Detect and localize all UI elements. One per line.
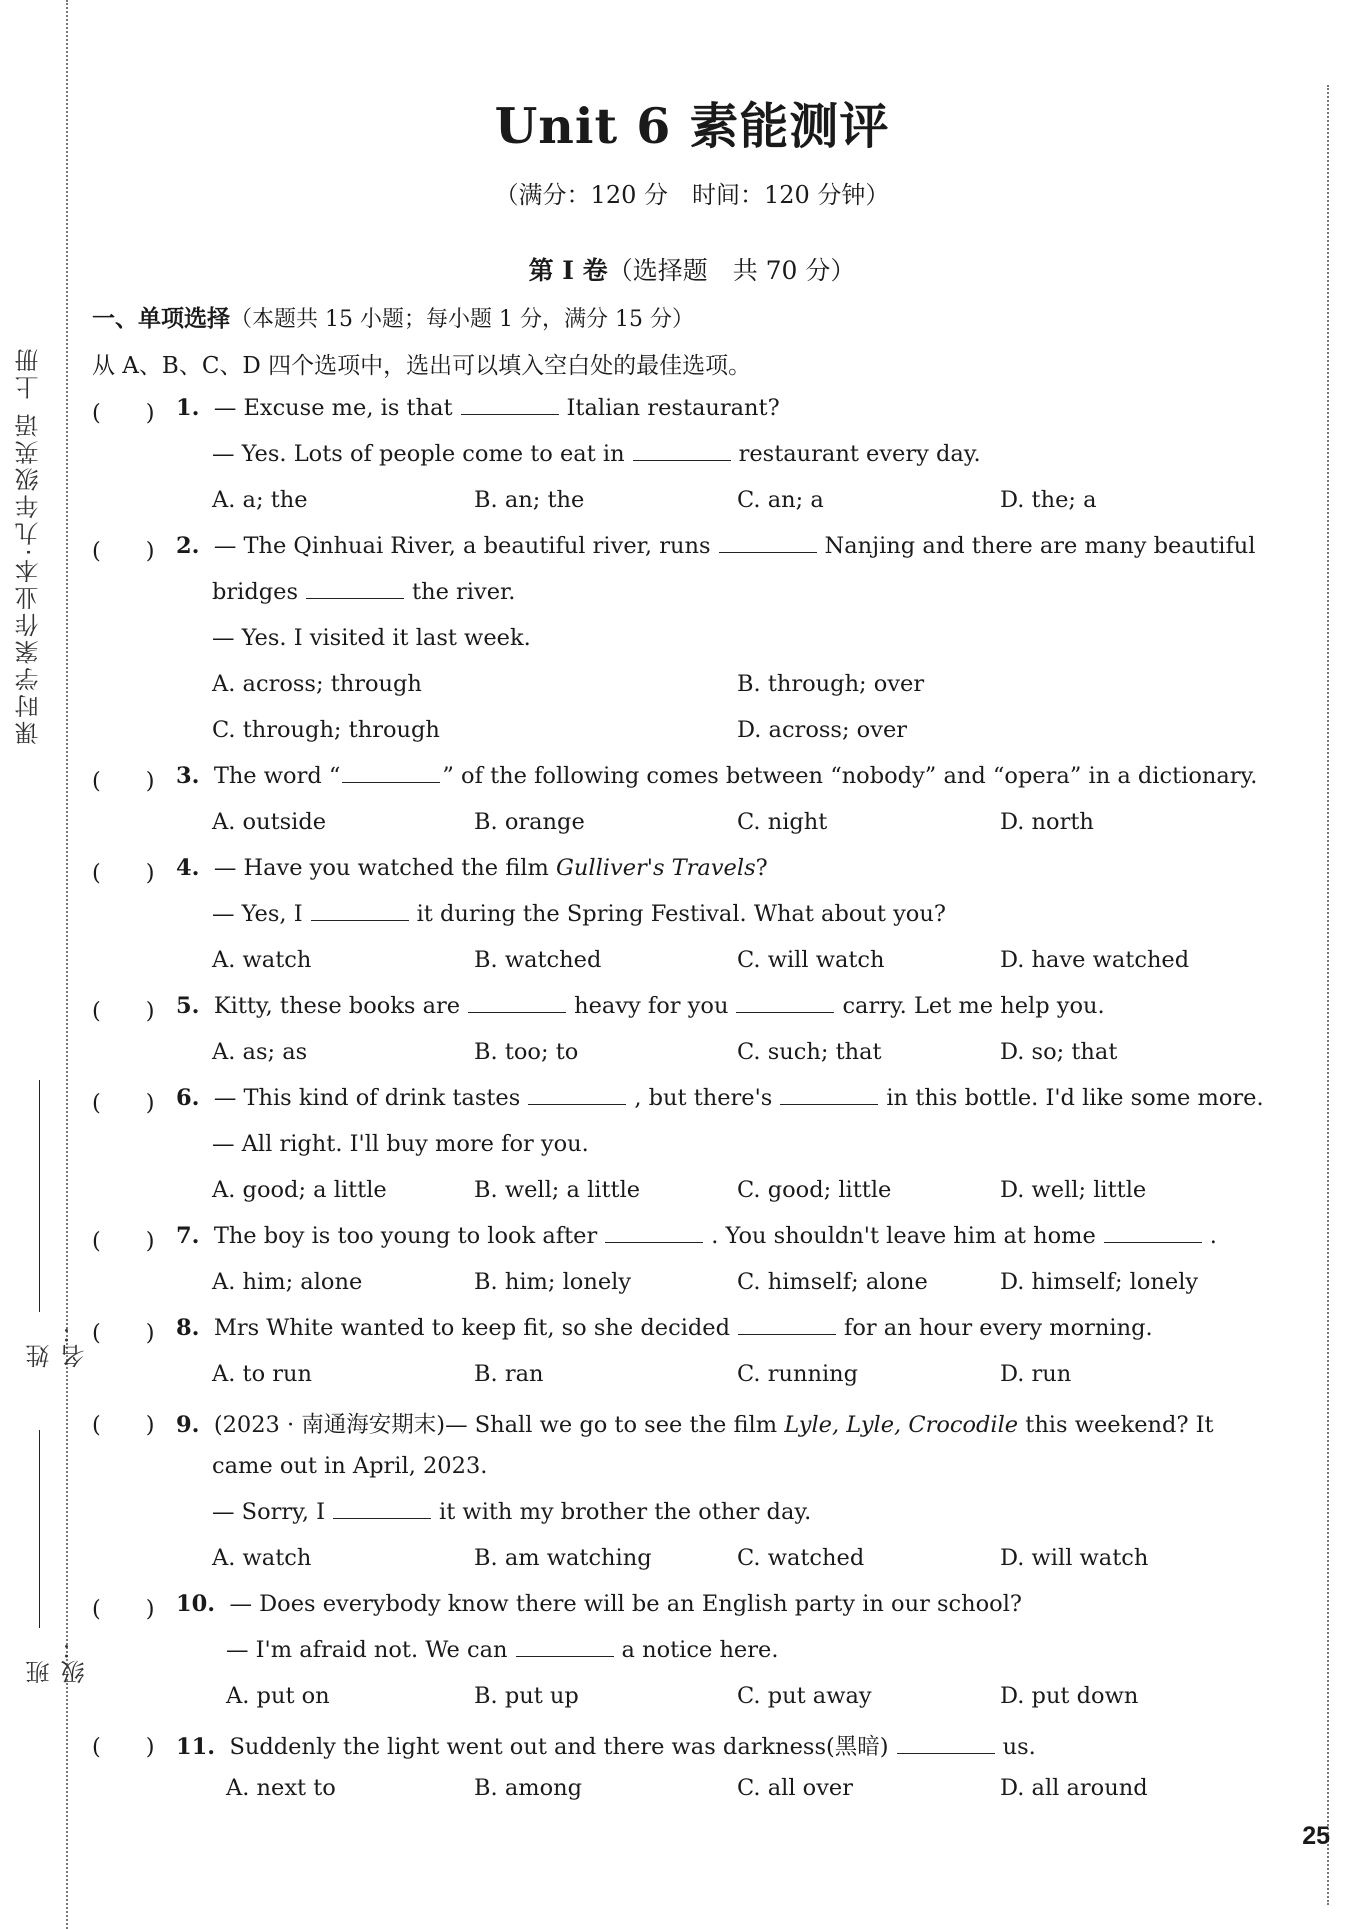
question-4-line-2 [212,901,946,927]
question-text: restaurant every day. [738,441,981,467]
class-line [39,1430,40,1628]
option-d[interactable]: D. all around [1000,1775,1148,1801]
page-title: Unit 6 素能测评 [494,97,890,155]
name-label: 姓名： [26,1320,89,1368]
question-text: the river. [412,579,516,605]
question-text: us. [1002,1734,1036,1760]
option-b[interactable]: B. orange [474,809,585,835]
answer-paren[interactable]: ( ) [92,1320,155,1346]
answer-blank[interactable] [311,902,409,921]
option-a[interactable]: A. put on [226,1683,330,1709]
question-text: . [1209,1223,1217,1249]
question-text: Nanjing and there are many beautiful [824,533,1256,559]
option-b[interactable]: B. watched [474,947,602,973]
answer-blank[interactable] [468,994,566,1013]
film-title: Lyle, Lyle, Crocodile [784,1412,1019,1438]
option-c[interactable]: C. running [737,1361,859,1387]
question-text: in this bottle. I'd like some more. [886,1085,1264,1111]
page-number: 25 [1302,1822,1330,1850]
answer-paren[interactable]: ( ) [92,1412,155,1438]
option-d[interactable]: D. have watched [1000,947,1190,973]
answer-paren[interactable]: ( ) [92,1596,155,1622]
series-header: 课时学案作业本·九年级英语 上册 [15,345,43,745]
option-b[interactable]: B. him; lonely [474,1269,632,1295]
question-2-line-2 [212,579,515,605]
option-d[interactable]: D. well; little [1000,1177,1147,1203]
answer-blank[interactable] [516,1638,614,1657]
option-a[interactable]: A. as; as [212,1039,308,1065]
film-title: Gulliver's Travels [555,855,756,881]
option-c[interactable]: C. put away [737,1683,872,1709]
answer-blank[interactable] [897,1735,995,1754]
option-d[interactable]: D. the; a [1000,487,1097,513]
option-b[interactable]: B. ran [474,1361,544,1387]
answer-paren[interactable]: ( ) [92,1734,155,1760]
question-text: — The Qinhuai River, a beautiful river, runs [213,533,711,559]
part-title [92,251,1292,287]
question-number: 2. [176,533,200,559]
question-number: 8. [176,1315,200,1341]
option-b[interactable]: B. well; a little [474,1177,641,1203]
question-text: Mrs White wanted to keep fit, so she decided [213,1315,731,1341]
question-number: 11. [176,1734,216,1760]
question-text: carry. Let me help you. [842,993,1105,1019]
option-b[interactable]: B. through; over [737,671,925,697]
option-a[interactable]: A. outside [212,809,327,835]
option-d[interactable]: D. across; over [737,717,908,743]
part-title-bold: 第 I 卷 [528,256,608,285]
option-a[interactable]: A. across; through [212,671,422,697]
option-d[interactable]: D. himself; lonely [1000,1269,1199,1295]
option-d[interactable]: D. north [1000,809,1094,835]
question-10-line-2 [226,1637,778,1663]
option-c[interactable]: C. such; that [737,1039,882,1065]
question-text: for an hour every morning. [844,1315,1153,1341]
question-text: — Sorry, I [212,1499,326,1525]
answer-blank[interactable] [1104,1224,1202,1243]
option-a[interactable]: A. to run [212,1361,313,1387]
question-6-line-2: — All right. I'll buy more for you. [212,1131,589,1157]
question-text: — Excuse me, is that [213,395,453,421]
answer-blank[interactable] [306,580,404,599]
answer-blank[interactable] [333,1500,431,1519]
option-a[interactable]: A. good; a little [212,1177,387,1203]
option-b[interactable]: B. among [474,1775,583,1801]
question-9-line-3 [212,1499,811,1525]
answer-paren[interactable]: ( ) [92,1228,155,1254]
question-text: a notice here. [621,1637,779,1663]
answer-blank[interactable] [780,1086,878,1105]
question-number: 1. [176,395,200,421]
answer-blank[interactable] [738,1316,836,1335]
section-instruction: 从 A、B、C、D 四个选项中，选出可以填入空白处的最佳选项。 [92,353,752,379]
answer-blank[interactable] [528,1086,626,1105]
part-title-rest: （选择题 共 70 分） [607,256,856,285]
answer-paren[interactable]: ( ) [92,860,155,886]
question-text: Kitty, these books are [213,993,461,1019]
question-text: Italian restaurant? [566,395,780,421]
answer-blank[interactable] [461,396,559,415]
question-text: . You shouldn't leave him at home [711,1223,1096,1249]
answer-paren[interactable]: ( ) [92,1090,155,1116]
option-c[interactable]: C. good; little [737,1177,892,1203]
answer-blank[interactable] [736,994,834,1013]
question-text: heavy for you [574,993,729,1019]
question-text: — Yes, I [212,901,303,927]
option-b[interactable]: B. am watching [474,1545,652,1571]
option-b[interactable]: B. too; to [474,1039,579,1065]
section-heading-rest: （本题共 15 小题；每小题 1 分，满分 15 分） [230,307,694,332]
question-number: 7. [176,1223,200,1249]
answer-blank[interactable] [605,1224,703,1243]
question-text: — Does everybody know there will be an English party in our school? [229,1591,1022,1617]
question-number: 5. [176,993,200,1019]
question-number: 6. [176,1085,200,1111]
question-text: it with my brother the other day. [439,1499,812,1525]
option-c[interactable]: C. watched [737,1545,865,1571]
question-text: , but there's [634,1085,773,1111]
option-a[interactable]: A. watch [212,1545,312,1571]
question-text: ? [755,855,768,881]
option-d[interactable]: D. run [1000,1361,1072,1387]
question-text: — Have you watched the film [213,855,556,881]
option-a[interactable]: A. him; alone [212,1269,363,1295]
page-subtitle: （满分：120 分 时间：120 分钟） [494,181,890,209]
option-a[interactable]: A. a; the [212,487,308,513]
question-9-line-2: came out in April, 2023. [212,1453,488,1479]
option-b[interactable]: B. put up [474,1683,579,1709]
question-number: 9. [176,1412,200,1438]
answer-paren[interactable]: ( ) [92,538,155,564]
question-text: ” of the following comes between “nobody” and “opera” in a dictionary. [442,763,1258,789]
question-1-line-2 [212,441,981,467]
answer-paren[interactable]: ( ) [92,400,155,426]
option-a[interactable]: A. watch [212,947,312,973]
question-text: (2023 · 南通海安期末)— Shall we go to see the film [213,1412,785,1438]
section-heading-bold: 一、单项选择 [92,305,230,332]
question-text: this weekend? It [1018,1412,1214,1438]
option-c[interactable]: C. night [737,809,828,835]
question-text: The word “ [213,763,341,789]
question-text: it during the Spring Festival. What about you? [416,901,946,927]
section-heading [92,300,694,333]
answer-blank[interactable] [342,764,440,783]
question-number: 4. [176,855,200,881]
option-c[interactable]: C. an; a [737,487,824,513]
option-c[interactable]: C. all over [737,1775,854,1801]
option-d[interactable]: D. put down [1000,1683,1139,1709]
option-c[interactable]: C. will watch [737,947,885,973]
option-c[interactable]: C. himself; alone [737,1269,928,1295]
question-text: — Yes. Lots of people come to eat in [212,441,625,467]
question-text: Suddenly the light went out and there was darkness(黑暗) [229,1734,889,1760]
right-margin-rule [1327,85,1329,1905]
question-2-line-3: — Yes. I visited it last week. [212,625,531,651]
answer-blank[interactable] [633,442,731,461]
question-text: — I'm afraid not. We can [226,1637,508,1663]
option-d[interactable]: D. will watch [1000,1545,1149,1571]
question-text: bridges [212,579,299,605]
question-number: 10. [176,1591,216,1617]
question-number: 3. [176,763,200,789]
answer-paren[interactable]: ( ) [92,768,155,794]
class-label: 班级： [26,1636,89,1684]
option-b[interactable]: B. an; the [474,487,585,513]
option-d[interactable]: D. so; that [1000,1039,1118,1065]
question-text: — This kind of drink tastes [213,1085,521,1111]
question-text: The boy is too young to look after [213,1223,598,1249]
answer-paren[interactable]: ( ) [92,998,155,1024]
option-c[interactable]: C. through; through [212,717,440,743]
answer-blank[interactable] [719,534,817,553]
option-a[interactable]: A. next to [226,1775,336,1801]
name-line [39,1080,40,1312]
binding-margin [0,0,89,1929]
